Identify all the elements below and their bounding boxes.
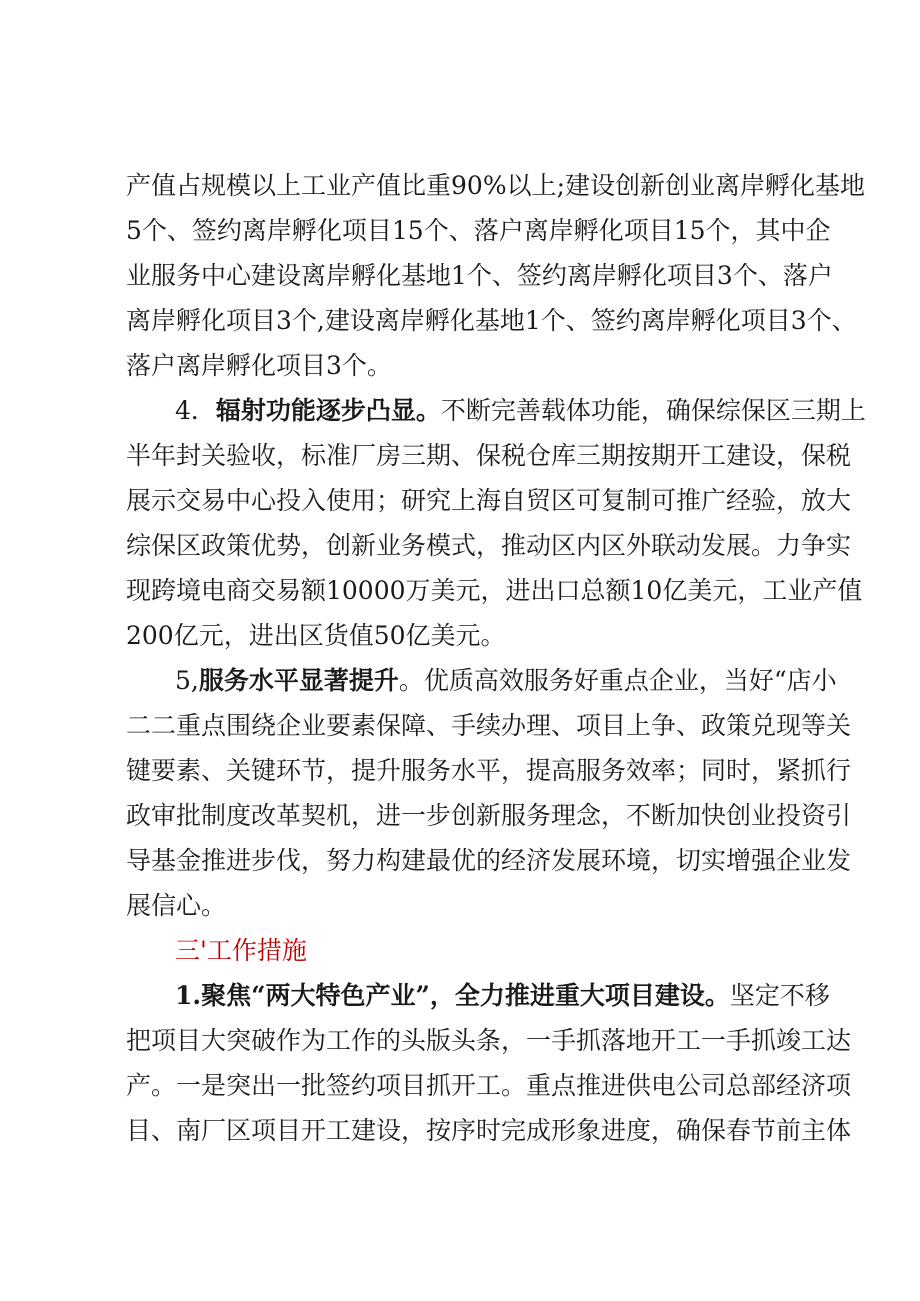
text-line: 政审批制度改革契机，进一步创新服务理念，不断加快创业投资引 [126, 801, 852, 830]
text-line: 展信心。 [126, 891, 227, 920]
text-line: 二二重点围绕企业要素保障、手续办理、项目上争、政策兑现等关 [126, 711, 852, 740]
measure-1-title: 1.聚焦“两大特色产业”，全力推进重大项目建设。 [175, 981, 730, 1010]
item-4-text: 不断完善载体功能，确保综保区三期上 [440, 396, 866, 425]
text-line: 半年封关验收，标准厂房三期、保税仓库三期按期开工建设，保税 [126, 441, 852, 470]
item-5-text: 。优质高效服务好重点企业，当好“店小 [398, 666, 837, 695]
measure-1-text: 坚定不移 [729, 981, 830, 1010]
item-4-first-line [175, 395, 866, 427]
text-line: 产。一是突出一批签约项目抓开工。重点推进供电公司总部经济项 [126, 1071, 852, 1100]
text-line: 现跨境电商交易额10000万美元，进出口总额10亿美元，工业产值 [126, 576, 863, 605]
text-line: 展示交易中心投入使用；研究上海自贸区可复制可推广经验，放大 [126, 486, 852, 515]
text-line: 键要素、关键环节，提升服务水平，提高服务效率；同时，紧抓行 [126, 756, 852, 785]
text-line: 5个、签约离岸孵化项目15个、落户离岸孵化项目15个，其中企 [126, 216, 831, 245]
text-line: 产值占规模以上工业产值比重90%以上;建设创新创业离岸孵化基地 [126, 171, 865, 200]
text-line: 目、南厂区项目开工建设，按序时完成形象进度，确保春节前主体 [126, 1116, 852, 1145]
text-line: 把项目大突破作为工作的头版头条，一手抓落地开工一手抓竣工达 [126, 1026, 852, 1055]
measure-1-first-line [175, 980, 830, 1012]
item-5-first-line [175, 665, 837, 697]
item-4-number: 4． [175, 396, 216, 425]
item-4-title: 辐射功能逐步凸显。 [215, 396, 441, 425]
text-line: 综保区政策优势，创新业务模式，推动区内区外联动发展。力争实 [126, 531, 852, 560]
item-5-number: 5, [175, 666, 199, 695]
text-line: 导基金推进步伐，努力构建最优的经济发展环境，切实增强企业发 [126, 846, 852, 875]
section-heading: 三'工作措施 [175, 936, 307, 965]
text-line: 落户离岸孵化项目3个。 [126, 351, 392, 380]
text-line: 200亿元，进出区货值50亿美元。 [126, 621, 506, 650]
text-line: 离岸孵化项目3个,建设离岸孵化基地1个、签约离岸孵化项目3个、 [126, 306, 857, 335]
item-5-title: 服务水平显著提升 [198, 666, 399, 695]
text-line: 业服务中心建设离岸孵化基地1个、签约离岸孵化项目3个、落户 [126, 261, 833, 290]
